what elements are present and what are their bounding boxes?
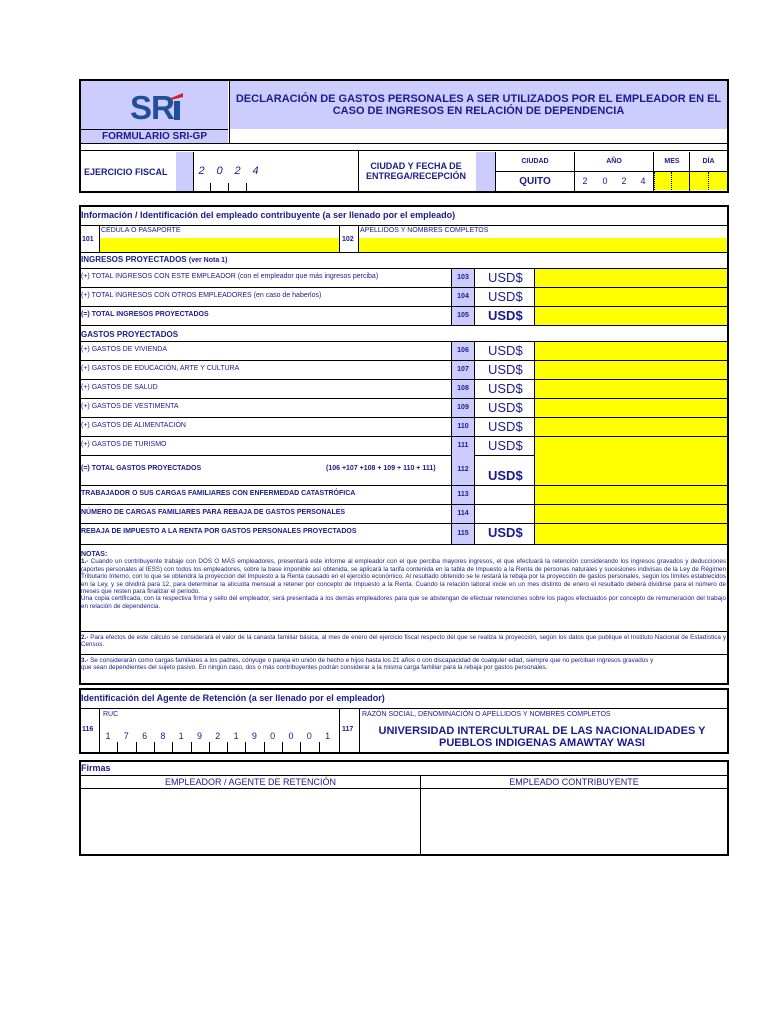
expense-row-currency: USD$ (488, 400, 523, 415)
digit-ticks (117, 742, 118, 752)
divider (81, 252, 727, 253)
agent-name-label: RAZÓN SOCIAL, DENOMINACIÓN O APELLIDOS Y NOMBRES COMPLETOS (362, 711, 611, 718)
ruc-digit: 9 (196, 731, 202, 741)
expense-row-input[interactable] (535, 437, 727, 455)
catastrophic-code: 113 (452, 486, 474, 504)
ruc-digit: 1 (178, 731, 184, 741)
income-title (81, 255, 227, 264)
divider (81, 775, 727, 776)
expense-row-input[interactable] (535, 380, 727, 398)
digit-ticks (245, 742, 246, 752)
note-2-num: 2.- (81, 634, 89, 641)
total-expenses-label: (=) TOTAL GASTOS PROYECTADOS (81, 465, 202, 472)
total-expenses-input[interactable] (535, 455, 727, 485)
agent-name-code: 117 (342, 726, 354, 733)
notes-title: NOTAS: (81, 551, 108, 558)
employer-signature-area[interactable] (81, 789, 420, 854)
expense-row-label: (+) GASTOS DE TURISMO (81, 441, 167, 448)
divider (81, 143, 727, 144)
expense-row-label: (+) GASTOS DE EDUCACIÓN, ARTE Y CULTURA (81, 365, 240, 372)
name-label: APELLIDOS Y NOMBRES COMPLETOS (360, 227, 489, 234)
note-1-cont: Una copia certificada, con la respectiva firma y sello del empleador, será presentada a los demás empleadores para que se abstengan de efectuar retenciones sobre los pagos efectuados por concepto de remuneración del trabajo en relación de dependencia. (81, 595, 726, 610)
expense-row-code: 109 (452, 399, 474, 417)
name-code: 102 (342, 236, 354, 243)
expense-row-input[interactable] (535, 418, 727, 436)
digit-ticks (154, 742, 155, 752)
income-row-currency: USD$ (488, 308, 523, 323)
year-digit: 4 (640, 176, 646, 186)
month-label: MES (664, 158, 680, 165)
rebate-label: REBAJA DE IMPUESTO A LA RENTA POR GASTOS PERSONALES PROYECTADOS (81, 528, 357, 535)
note-2 (81, 634, 726, 649)
year-label: AÑO (606, 158, 622, 165)
ruc-digit: 8 (160, 731, 166, 741)
income-title-note: (ver Nota 1) (188, 257, 228, 264)
catastrophic-label: TRABAJADOR O SUS CARGAS FAMILIARES CON ENFERMEDAD CATASTRÓFICA (81, 490, 356, 497)
place-date-code (476, 152, 495, 191)
place-date-label: CIUDAD Y FECHA DE ENTREGA/RECEPCIÓN (365, 161, 466, 181)
ruc-digit: 1 (325, 731, 331, 741)
expense-row-currency: USD$ (488, 362, 523, 377)
city-value: QUITO (519, 176, 551, 187)
divider (358, 150, 359, 191)
expense-row-currency: USD$ (488, 438, 523, 453)
digit-ticks (227, 742, 228, 752)
income-row-currency: USD$ (488, 289, 523, 304)
note-3-text: Se considerarán como cargas familiares a los padres, cónyuge o pareja en unión de hecho e hijos hasta los 21 años o con discapacidad de cualquier edad, siempre que no perciban ingresos gravados y (90, 657, 654, 664)
ruc-digit: 9 (251, 731, 257, 741)
year-digit: 2 (621, 176, 627, 186)
expense-row-code: 106 (452, 342, 474, 360)
digit-ticks (246, 183, 247, 191)
city-label: CIUDAD (521, 158, 549, 165)
note-2-text: Para efectos de este cálculo se considerará el valor de la canasta familiar básica, al mes de enero del ejercicio fiscal respecto del que se realiza la proyección, según los datos que publique el Instituto Nacional de Estadística y Censos. (81, 634, 727, 649)
total-expenses-currency: USD$ (488, 468, 523, 483)
form-name: FORMULARIO SRI-GP (81, 130, 228, 143)
notes (81, 551, 726, 610)
divider (81, 654, 727, 655)
digit-ticks (172, 742, 173, 752)
page-title: DECLARACIÓN DE GASTOS PERSONALES A SER UTILIZADOS POR EL EMPLEADOR EN EL CASO DE INGRESOS EN RELACIÓN DE DEPENDENCIA (235, 93, 722, 117)
expense-row-input[interactable] (535, 361, 727, 379)
year-digit: 2 (582, 176, 588, 186)
expense-row-label: (+) GASTOS DE VESTIMENTA (81, 403, 179, 410)
divider (81, 544, 727, 545)
note-1-text: Cuando un contribuyente trabaje con DOS O MÁS empleadores, presentará este informe al empleador con el que perciba mayores ingresos, el que efectuará la retención considerando los ingresos gravados y deducciones (aportes personales al IESS) con todos los empleadores, sobre la base imponible así obtenida, se aplicará la tarifa contenida en la tabla de Impuesto a la Renta de personas naturales y sucesiones indivisas de la Ley de Régimen Tributario Interno, con lo que se obtendrá la proyección del Impuesto a la Renta causado en el ejercicio económico. Al resultado obtenido se le restará la rebaja por la proyección de gastos personales, según los límites establecidos en la Ley, y se dividirá para 12, para determinar la alícuota mensual a retener por concepto de Impuesto a la Renta. Cuando la relación laboral inicie en un mes distinto de enero el resultado deberá dividirse para el número de meses que resten para finalizar el periodo. (81, 558, 727, 596)
expense-row-currency: USD$ (488, 381, 523, 396)
ruc-digit: 1 (105, 731, 111, 741)
ruc-digit: 6 (142, 731, 148, 741)
expenses-title: GASTOS PROYECTADOS (81, 330, 179, 339)
digit-ticks (210, 183, 211, 191)
income-row-label: (+) TOTAL INGRESOS CON OTROS EMPLEADORES (en caso de haberlos) (81, 292, 322, 299)
fiscal-year-digit: 0 (216, 165, 223, 177)
signatures-title: Firmas (81, 763, 111, 773)
id-code: 101 (82, 236, 94, 243)
income-row-input[interactable] (535, 288, 727, 306)
expense-row-code: 111 (452, 437, 474, 455)
income-row-input[interactable] (535, 269, 727, 287)
digit-ticks (191, 742, 192, 752)
digit-ticks (209, 742, 210, 752)
dependents-label: NÚMERO DE CARGAS FAMILIARES PARA REBAJA DE GASTOS PERSONALES (81, 509, 346, 516)
income-row-code: 103 (452, 269, 474, 287)
divider (339, 709, 340, 752)
agent-name-value: UNIVERSIDAD INTERCULTURAL DE LAS NACIONALIDADES Y PUEBLOS INDIGENAS AMAWTAY WASI (378, 725, 706, 749)
divider (474, 268, 475, 325)
note-1-num: 1.- (81, 558, 89, 566)
ruc-digit: 0 (270, 731, 276, 741)
expense-row-currency: USD$ (488, 343, 523, 358)
expense-row-label: (+) GASTOS DE VIVIENDA (81, 346, 168, 353)
id-label: CÉDULA O PASAPORTE (101, 227, 181, 234)
note-2-block (81, 634, 726, 649)
fiscal-year-digit: 4 (252, 165, 259, 177)
note-3-num: 3.- (81, 657, 89, 664)
digit-ticks (319, 742, 320, 752)
digit-ticks (671, 172, 672, 190)
income-row-label: (+) TOTAL INGRESOS CON ESTE EMPLEADOR (con el empleador que más ingresos perciba) (81, 273, 379, 280)
divider (81, 225, 727, 226)
ruc-code: 116 (82, 726, 94, 733)
divider (81, 325, 727, 326)
total-expenses-formula: (106 +107 +108 + 109 + 110 + 111) (326, 465, 436, 472)
year-digit: 0 (602, 176, 608, 186)
digit-ticks (228, 183, 229, 191)
rebate-code: 115 (452, 524, 474, 544)
income-row-input[interactable] (535, 307, 727, 325)
svg-text:SR: SR (130, 89, 174, 124)
rebate-input[interactable] (535, 524, 727, 544)
expense-row-input[interactable] (535, 342, 727, 360)
income-row-currency: USD$ (488, 270, 523, 285)
day-label: DÍA (702, 158, 715, 165)
divider (81, 150, 727, 151)
note-3-block (81, 657, 726, 672)
id-input[interactable] (100, 238, 339, 252)
income-row-code: 105 (452, 307, 474, 325)
digit-ticks (136, 742, 137, 752)
divider (99, 709, 100, 752)
ruc-digit: 2 (215, 731, 221, 741)
digit-ticks (282, 742, 283, 752)
dependents-code: 114 (452, 505, 474, 523)
ruc-digit: 1 (233, 731, 239, 741)
expense-row-code: 107 (452, 361, 474, 379)
dependents-input[interactable] (535, 505, 727, 523)
fiscal-year-label: EJERCICIO FISCAL (84, 167, 168, 177)
divider (81, 631, 727, 632)
divider (81, 708, 727, 709)
employer-signature-label: EMPLEADOR / AGENTE DE RETENCIÓN (164, 777, 337, 787)
total-expenses-code: 112 (452, 455, 474, 485)
full-name-input[interactable] (359, 238, 727, 252)
agent-section-title: Identificación del Agente de Retención (a ser llenado por el empleador) (81, 693, 385, 703)
divider (359, 709, 360, 752)
rebate-currency: USD$ (488, 525, 523, 540)
note-3-cont: que sean dependientes del sujeto pasivo. En ningún caso, dos o más contribuyentes podrán considerar a la misma carga familiar para la rebaja por gastos personales. (81, 664, 548, 672)
digit-ticks (264, 742, 265, 752)
employee-section-title: Información / Identificación del empleado contribuyente (a ser llenado por el empleado) (81, 210, 456, 220)
ruc-digit: 7 (123, 731, 129, 741)
catastrophic-input[interactable] (535, 486, 727, 504)
note-3 (81, 657, 726, 664)
income-row-label: (=) TOTAL INGRESOS PROYECTADOS (81, 311, 209, 318)
expense-row-code: 110 (452, 418, 474, 436)
ruc-digit: 0 (288, 731, 294, 741)
employee-signature-area[interactable] (421, 789, 727, 854)
income-row-code: 104 (452, 288, 474, 306)
sri-logo (128, 88, 188, 124)
income-title-text: INGRESOS PROYECTADOS (81, 255, 187, 264)
divider (474, 341, 475, 544)
expense-row-label: (+) GASTOS DE SALUD (81, 384, 158, 391)
digit-ticks (708, 172, 709, 190)
fiscal-year-digit: 2 (198, 165, 205, 177)
ruc-digit: 0 (306, 731, 312, 741)
ruc-label: RUC (103, 711, 119, 718)
fiscal-year-code (176, 152, 193, 191)
expense-row-input[interactable] (535, 399, 727, 417)
expense-row-label: (+) GASTOS DE ALIMENTACIÓN (81, 422, 186, 429)
note-1 (81, 558, 726, 595)
employee-signature-label: EMPLEADO CONTRIBUYENTE (509, 777, 639, 787)
expense-row-currency: USD$ (488, 419, 523, 434)
digit-ticks (300, 742, 301, 752)
expense-row-code: 108 (452, 380, 474, 398)
fiscal-year-digit: 2 (234, 165, 241, 177)
divider (339, 226, 340, 252)
